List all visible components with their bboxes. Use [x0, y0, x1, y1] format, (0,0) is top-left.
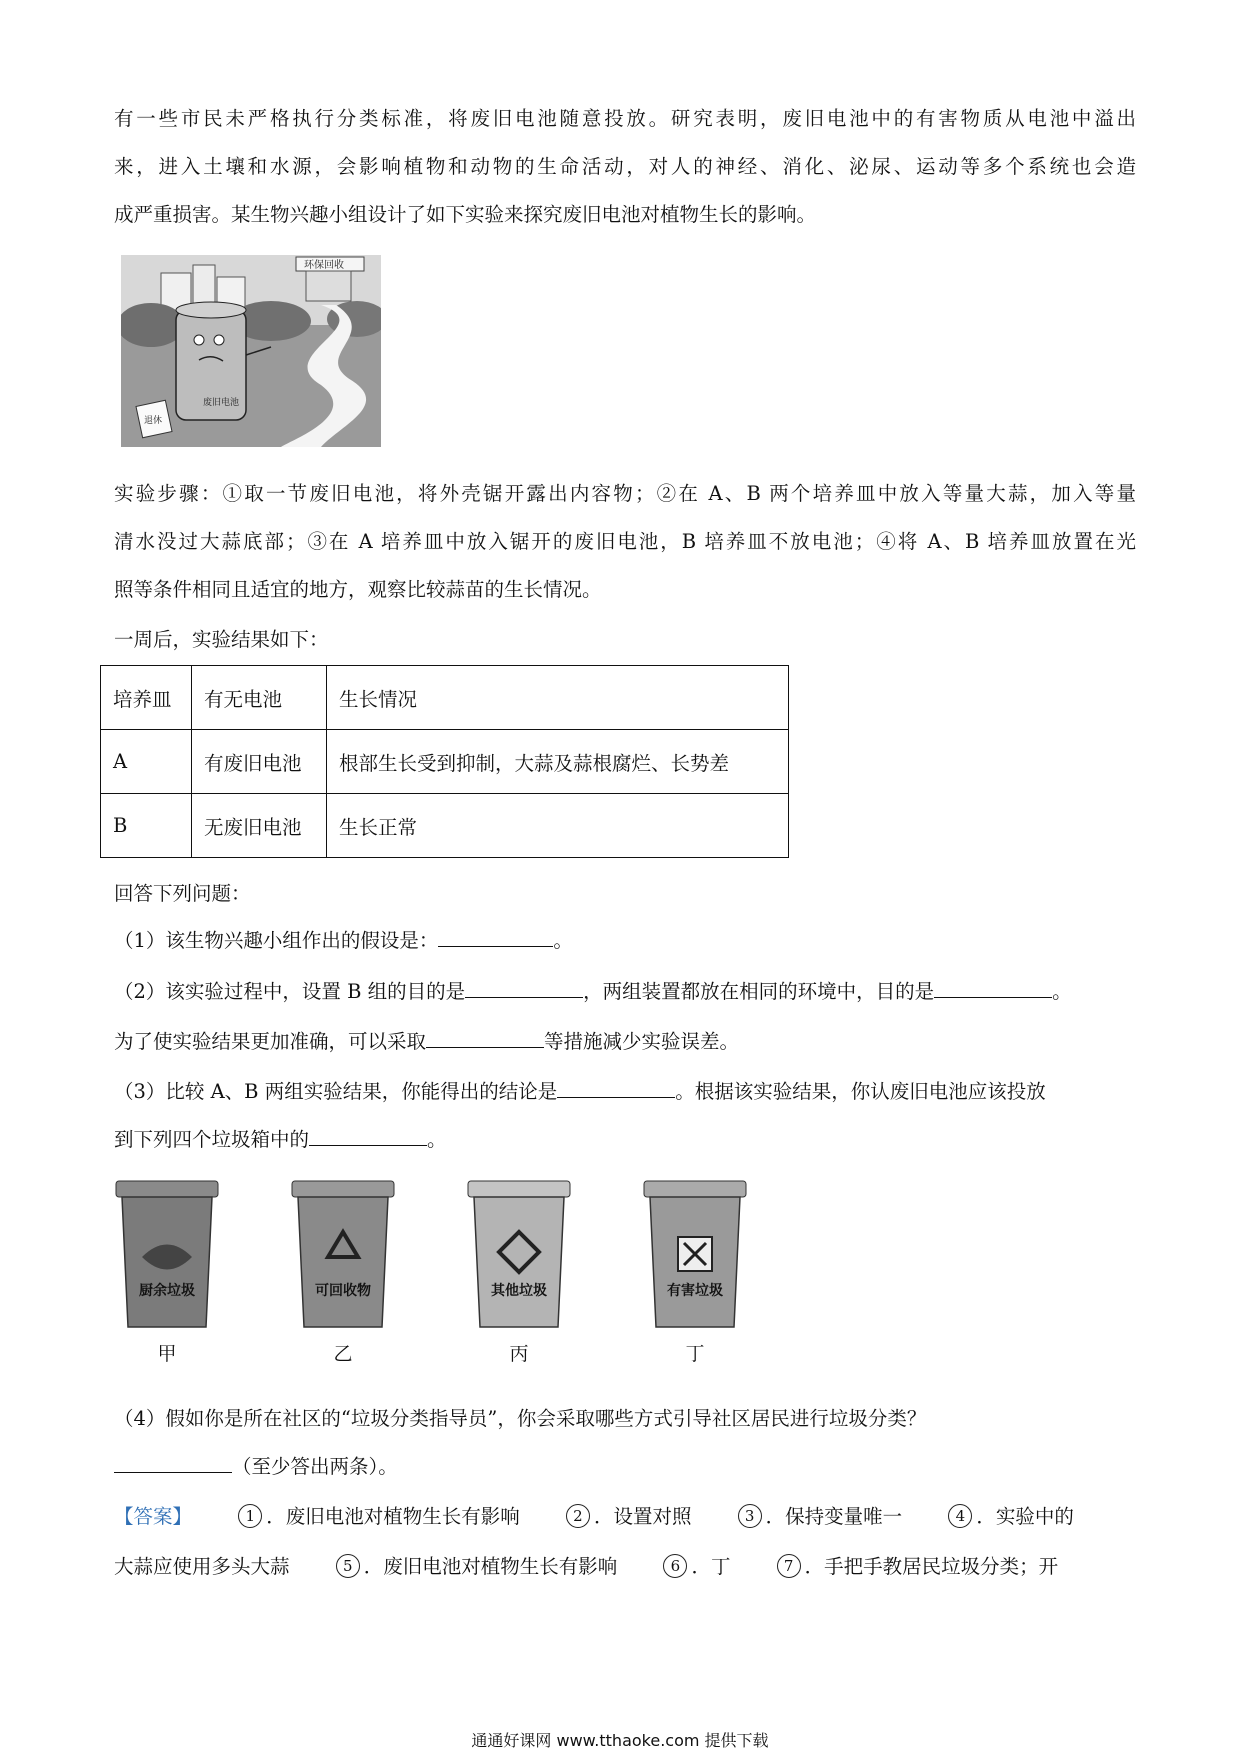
answer-item: ．丁	[691, 1555, 731, 1578]
question-2	[114, 968, 1136, 1016]
recycle-sign-text: 环保回收	[304, 260, 344, 271]
bin-kitchen-waste	[112, 1177, 222, 1377]
bin-label: 乙	[333, 1343, 353, 1365]
answer-number: 1	[238, 1504, 262, 1528]
answer-item: ．保持变量唯一	[765, 1505, 903, 1528]
table-cell: 有废旧电池	[192, 730, 327, 794]
hazardous-icon	[640, 1177, 750, 1337]
answer-number: 2	[566, 1504, 590, 1528]
answer-number: 7	[777, 1554, 801, 1578]
question-2-text: （2）该实验过程中，设置 B 组的目的是	[114, 980, 466, 1003]
garbage-bins	[112, 1177, 762, 1377]
bin-text: 有害垃圾	[667, 1283, 723, 1299]
table-header-cell: 生长情况	[327, 666, 789, 730]
table-header-cell: 培养皿	[101, 666, 192, 730]
bin-text: 厨余垃圾	[139, 1283, 195, 1299]
question-3	[114, 1068, 1136, 1116]
answer-item: ．废旧电池对植物生长有影响	[363, 1555, 618, 1578]
question-2-end: 。	[1052, 980, 1072, 1003]
question-3-text: （3）比较 A、B 两组实验结果，你能得出的结论是	[114, 1080, 558, 1103]
answer-number: 5	[336, 1554, 360, 1578]
question-3-cont	[114, 1116, 1136, 1164]
question-4-cont	[114, 1443, 1136, 1491]
question-1-text: （1）该生物兴趣小组作出的假设是：	[114, 929, 439, 952]
intro-line-2: 来，进入土壤和水源，会影响植物和动物的生命活动，对人的神经、消化、泌尿、运动等多个系统也会造	[114, 155, 1136, 178]
table-cell: 根部生长受到抑制，大蒜及蒜根腐烂、长势差	[327, 730, 789, 794]
intro-line-3: 成严重损害。某生物兴趣小组设计了如下实验来探究废旧电池对植物生长的影响。	[114, 203, 817, 226]
question-2-cont	[114, 1018, 1136, 1066]
table-header-row	[101, 666, 789, 730]
question-2-text-e: 等措施减少实验误差。	[544, 1030, 740, 1053]
page-footer: 通通好课网 www.tthaoke.com 提供下载	[471, 1731, 769, 1750]
steps-line-1: 实验步骤：①取一节废旧电池，将外壳锯开露出内容物；②在 A、B 两个培养皿中放入等量大蒜，加入等量	[114, 482, 1136, 505]
battery-label-text: 废旧电池	[203, 398, 240, 408]
bin-recyclable	[288, 1177, 398, 1377]
answer-tag: 【答案】	[114, 1505, 193, 1528]
answer-item: ．实验中的	[976, 1505, 1074, 1528]
answer-number: 4	[948, 1504, 972, 1528]
question-2-text-d: 为了使实验结果更加准确，可以采取	[114, 1030, 427, 1053]
battery-cartoon-image	[121, 255, 381, 447]
bin-text: 可回收物	[315, 1283, 371, 1299]
answer-item: ．设置对照	[593, 1505, 692, 1528]
question-1	[114, 917, 1136, 965]
paper-label-text: 退休	[144, 416, 163, 426]
question-3-text-b: 。根据该实验结果，你认废旧电池应该投放	[675, 1080, 1046, 1103]
answer-blank	[438, 924, 553, 947]
answer-number: 6	[663, 1554, 687, 1578]
answer-item: ．手把手教居民垃圾分类；开	[804, 1555, 1059, 1578]
table-row	[101, 730, 789, 794]
bin-hazardous	[640, 1177, 750, 1377]
table-row	[101, 794, 789, 858]
week-result-text: 一周后，实验结果如下：	[114, 628, 329, 651]
bin-label: 丁	[685, 1343, 705, 1365]
table-cell: 生长正常	[327, 794, 789, 858]
question-2-text-b: ，两组装置都放在相同的环境中，目的是	[583, 980, 935, 1003]
table-header-cell: 有无电池	[192, 666, 327, 730]
answer-blank	[426, 1025, 544, 1048]
questions-intro: 回答下列问题：	[114, 882, 251, 905]
answer-blank	[114, 1450, 232, 1473]
question-4: （4）假如你是所在社区的“垃圾分类指导员”，你会采取哪些方式引导社区居民进行垃圾分类？	[114, 1407, 927, 1430]
results-table	[100, 665, 789, 858]
steps-line-3: 照等条件相同且适宜的地方，观察比较蒜苗的生长情况。	[114, 578, 602, 601]
answer-number: 3	[738, 1504, 762, 1528]
intro-line-1: 有一些市民未严格执行分类标准，将废旧电池随意投放。研究表明，废旧电池中的有害物质从电池中溢出	[114, 107, 1136, 130]
question-4-text-b: （至少答出两条）。	[232, 1455, 398, 1478]
answer-blank	[465, 975, 583, 998]
steps-line-2: 清水没过大蒜底部；③在 A 培养皿中放入锯开的废旧电池，B 培养皿不放电池；④将 A、B 培养皿放置在光	[114, 530, 1136, 553]
table-cell: A	[101, 730, 192, 794]
question-3-end: 。	[427, 1128, 447, 1151]
bin-text: 其他垃圾	[491, 1283, 547, 1299]
other-waste-icon	[464, 1177, 574, 1337]
battery-illustration	[121, 255, 381, 447]
bin-label: 丙	[509, 1343, 529, 1365]
answer-line-2	[114, 1543, 1136, 1591]
recycle-icon	[288, 1177, 398, 1337]
answer-blank	[934, 975, 1052, 998]
question-1-end: 。	[553, 929, 573, 952]
answer-line-1	[114, 1493, 1136, 1541]
table-cell: B	[101, 794, 192, 858]
question-3-text-c: 到下列四个垃圾箱中的	[114, 1128, 310, 1151]
bin-other-waste	[464, 1177, 574, 1377]
answer-blank	[309, 1123, 427, 1146]
answer-blank	[557, 1075, 675, 1098]
bin-label: 甲	[157, 1343, 177, 1365]
fish-bone-icon	[112, 1177, 222, 1337]
table-cell: 无废旧电池	[192, 794, 327, 858]
answer-item: 大蒜应使用多头大蒜	[114, 1555, 290, 1578]
answer-item: ．废旧电池对植物生长有影响	[266, 1505, 520, 1528]
